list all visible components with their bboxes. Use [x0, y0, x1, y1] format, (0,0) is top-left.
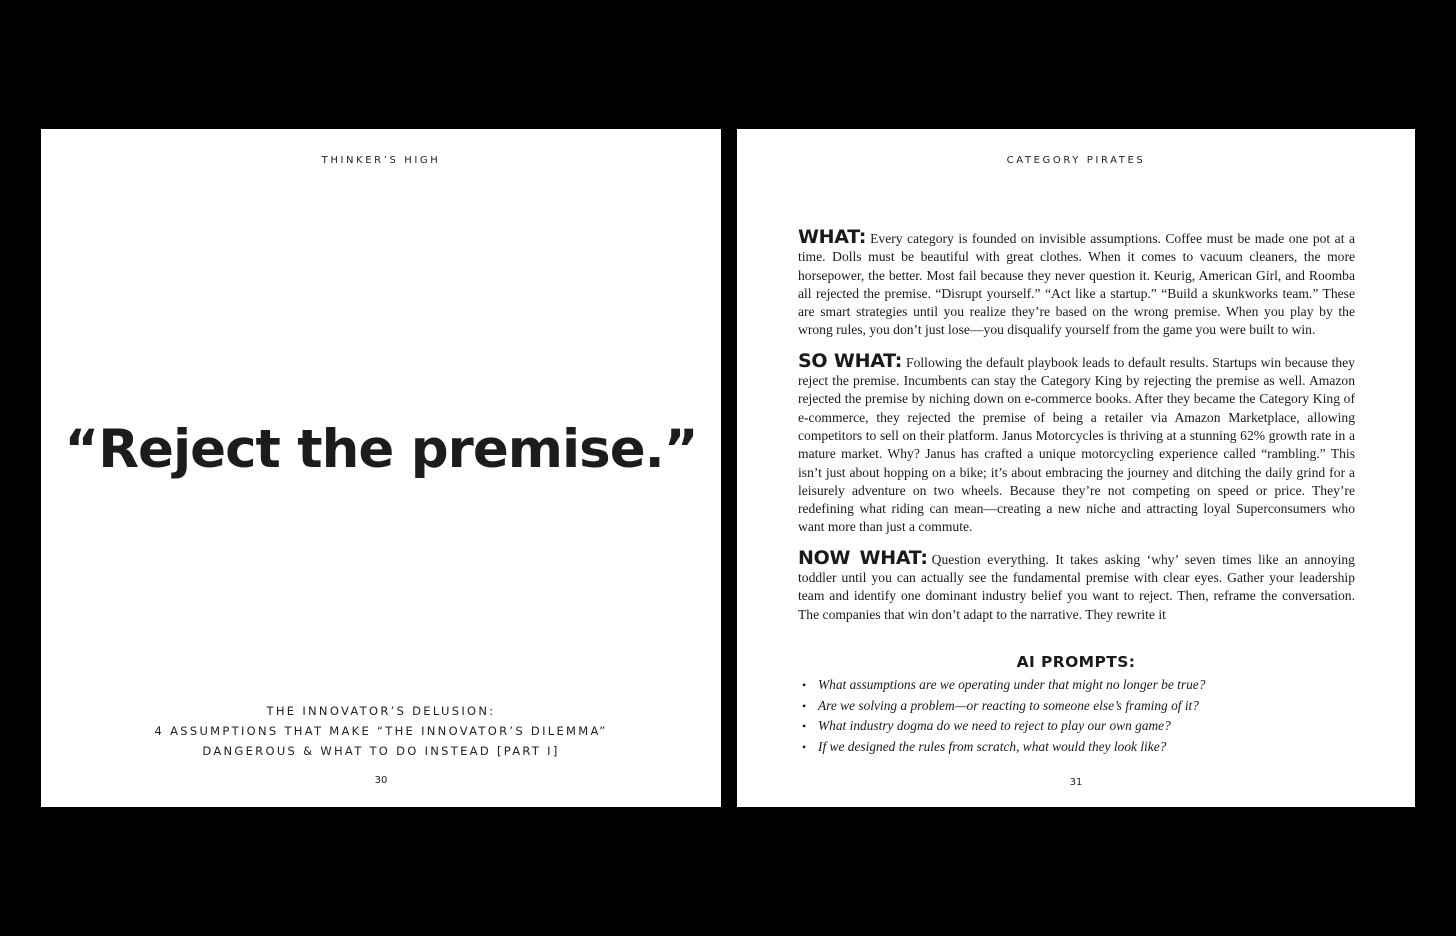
prompt-text: If we designed the rules from scratch, what would they look like?: [818, 739, 1167, 755]
ai-prompts-heading: AI PROMPTS:: [1016, 653, 1136, 671]
bullet-icon: •: [802, 698, 807, 713]
bullet-icon: •: [802, 719, 807, 734]
body-copy: [798, 228, 1355, 636]
section-now-what: [798, 546, 1355, 624]
page-number-left: 30: [374, 775, 388, 786]
prompt-text: Are we solving a problem—or reacting to someone else’s framing of it?: [818, 697, 1199, 713]
prompt-text: What assumptions are we operating under that might no longer be true?: [818, 677, 1206, 692]
running-head-right: CATEGORY PIRATES: [1006, 155, 1146, 166]
section-label: NOW WHAT:: [798, 546, 928, 569]
page-number-right: 31: [1069, 777, 1083, 788]
bullet-icon: •: [802, 740, 807, 755]
chapter-title-line: DANGEROUS & WHAT TO DO INSTEAD [PART I]: [202, 744, 560, 758]
pull-quote: “Reject the premise.”: [64, 419, 698, 480]
prompt-item: [798, 716, 1358, 737]
ai-prompts-list: [798, 675, 1358, 758]
running-head-left: THINKER’S HIGH: [321, 155, 441, 166]
section-so-what: [798, 349, 1355, 537]
chapter-title-line: THE INNOVATOR’S DELUSION:: [266, 704, 496, 718]
chapter-title-line: 4 ASSUMPTIONS THAT MAKE “THE INNOVATOR’S DILEMMA”: [154, 724, 608, 738]
prompt-text: What industry dogma do we need to reject to play our own game?: [818, 718, 1171, 734]
right-page: [737, 129, 1415, 807]
section-label: SO WHAT:: [798, 349, 903, 372]
section-what: [798, 228, 1355, 340]
section-text: Question everything. It takes asking ‘why’ seven times like an annoying toddler until you can actually see the fundamental premise with clear eyes. Gather your leadership team and identify one dominant industry belief you want to reject. Then, reframe the conversation. The companies that win don’t adapt to the narrative. They rewrite it: [798, 551, 1355, 622]
bullet-icon: •: [802, 678, 807, 692]
chapter-title: [41, 701, 721, 761]
prompt-item: [798, 696, 1358, 717]
prompt-item: [798, 675, 1358, 696]
section-text: Every category is founded on invisible assumptions. Coffee must be made one pot at a time. Dolls must be beautiful with great clothes. When it comes to vacuum cleaners, the more horsepower, the better. Most fail because they never question it. Keurig, American Girl, and Roomba all rejected the premise. “Disrupt yourself.” “Act like a startup.” “Build a skunkworks team.” These are smart strategies until you realize they’re based on the wrong premise. When you play by the wrong rules, you don’t just lose—you disqualify yourself from the game you were built to win.: [798, 231, 1355, 338]
left-page: [41, 129, 721, 807]
section-text: Following the default playbook leads to default results. Startups win because they reject the premise. Incumbents can stay the Category King by rejecting the premise as well. Amazon rejected the premise by niching down on e-commerce books. After they became the Category King of e-commerce, they rejected the premise of being a retailer via Amazon Marketplace, allowing competitors to sell on their platform. Janus Motorcycles is thriving at a stunning 62% growth rate in a mature market. Why? Janus has crafted a unique motorcycling experience called “rambling.” This isn’t just about hopping on a bike; it’s about embracing the journey and ditching the daily grind for a leisurely adventure on two wheels. Because they’re not competing on speed or price. They’re redefining what riding can mean—creating a new niche and attracting loyal Superconsumers who want more than just a commute.: [798, 354, 1355, 535]
section-label: WHAT:: [798, 226, 867, 248]
prompt-item: [798, 737, 1358, 758]
